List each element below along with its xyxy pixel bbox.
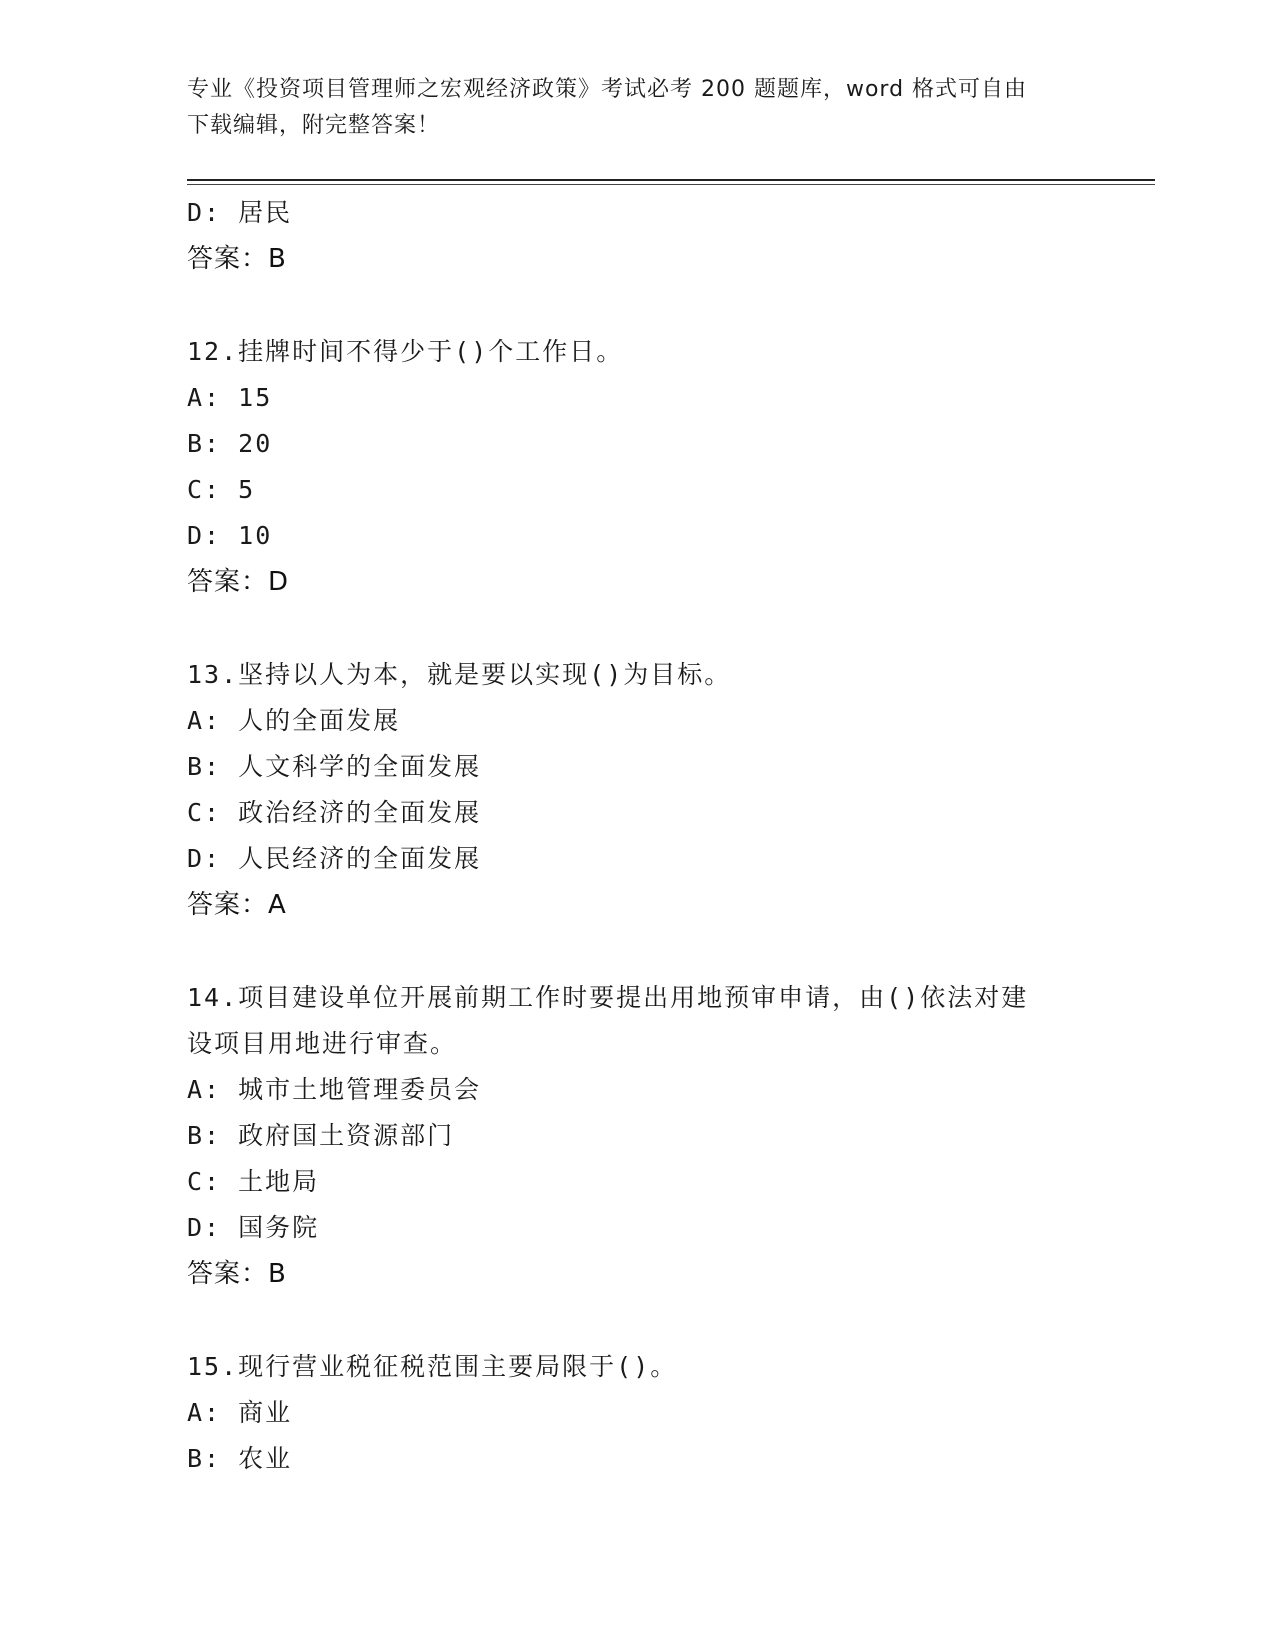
- question-13: [187, 652, 1087, 928]
- question-12: [187, 329, 1087, 605]
- header-line-2: 下载编辑，附完整答案！: [187, 113, 441, 138]
- answer-label: 答案：B: [187, 1259, 287, 1289]
- option-c: C: 5: [187, 475, 256, 504]
- document-header: [187, 72, 1087, 144]
- header-line-1: 专业《投资项目管理师之宏观经济政策》考试必考 200 题题库，word 格式可自由: [187, 77, 1028, 102]
- question-list: [187, 190, 1087, 1482]
- question-text: 13.坚持以人为本，就是要以实现()为目标。: [187, 660, 732, 689]
- question-text-line-1: 14.项目建设单位开展前期工作时要提出用地预审申请，由()依法对建: [187, 983, 1029, 1012]
- question-text: 15.现行营业税征税范围主要局限于()。: [187, 1352, 678, 1381]
- question-11-tail: [187, 190, 1087, 282]
- question-15: [187, 1344, 1087, 1482]
- option-d: D: 人民经济的全面发展: [187, 844, 482, 873]
- option-d: D: 10: [187, 521, 273, 550]
- option-c: C: 政治经济的全面发展: [187, 798, 482, 827]
- option-a: A: 人的全面发展: [187, 706, 401, 735]
- question-14: [187, 975, 1087, 1297]
- option-b: B: 人文科学的全面发展: [187, 752, 482, 781]
- option-a: A: 商业: [187, 1398, 293, 1427]
- option-d: D: 居民: [187, 198, 293, 227]
- option-b: B: 政府国土资源部门: [187, 1121, 455, 1150]
- question-text-line-2: 设项目用地进行审查。: [187, 1029, 458, 1058]
- option-b: B: 农业: [187, 1444, 293, 1473]
- question-text: 12.挂牌时间不得少于()个工作日。: [187, 337, 624, 366]
- option-a: A: 城市土地管理委员会: [187, 1075, 482, 1104]
- header-divider-thin: [187, 184, 1155, 185]
- answer-label: 答案：D: [187, 567, 290, 597]
- answer-label: 答案：A: [187, 890, 287, 920]
- option-c: C: 土地局: [187, 1167, 320, 1196]
- option-b: B: 20: [187, 429, 273, 458]
- option-d: D: 国务院: [187, 1213, 320, 1242]
- header-divider-thick: [187, 179, 1155, 181]
- answer-label: 答案：B: [187, 244, 287, 274]
- option-a: A: 15: [187, 383, 273, 412]
